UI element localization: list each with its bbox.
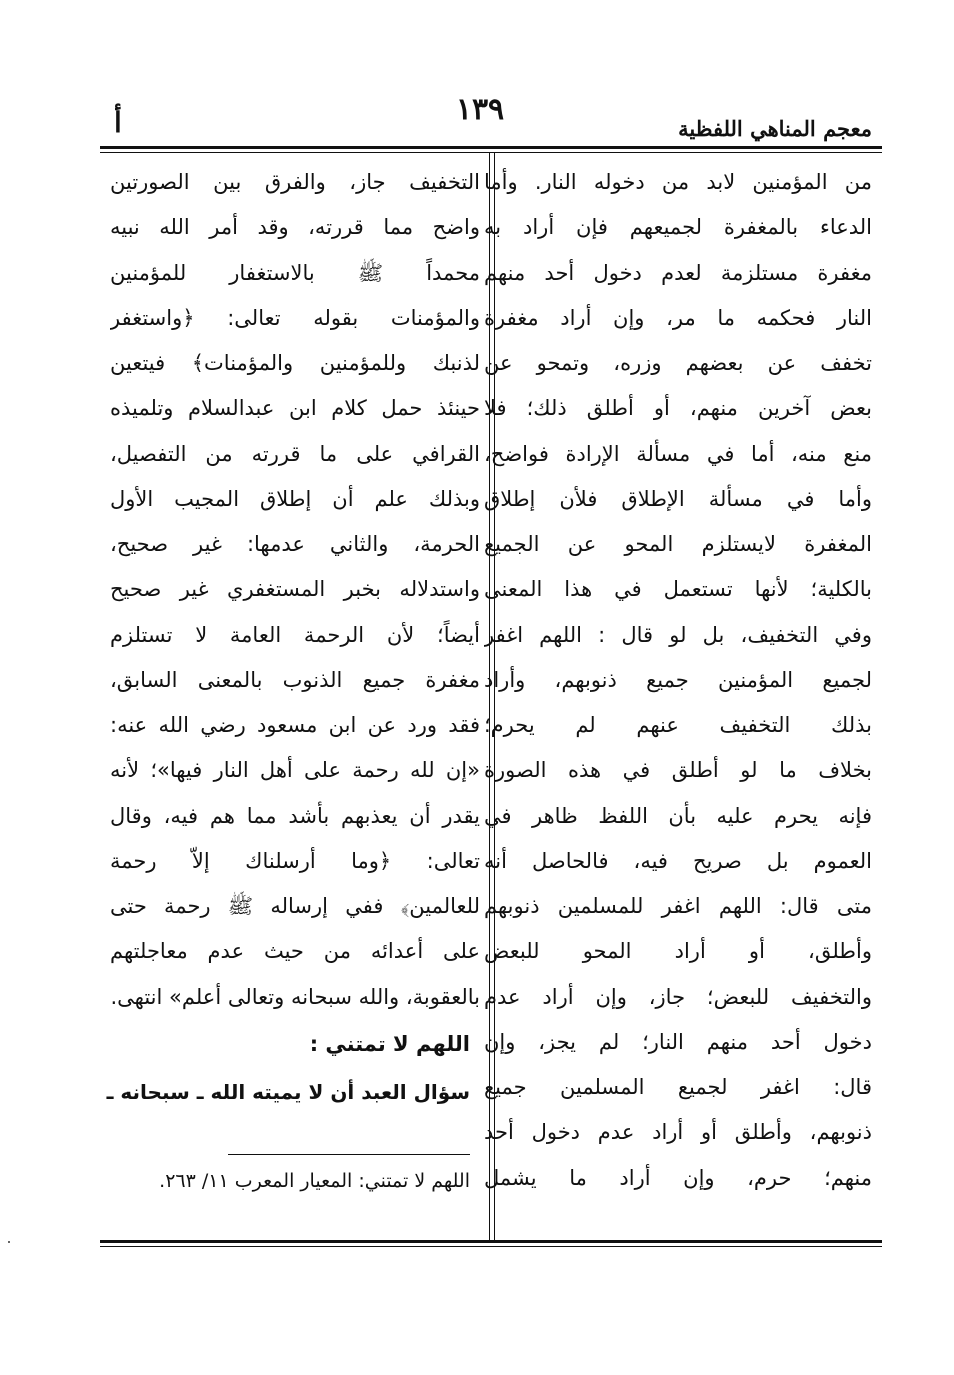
text-line: منع منه، أما في مسألة الإرادة فواضح، bbox=[484, 441, 872, 466]
footer-rule-thin bbox=[100, 1246, 882, 1247]
text-line: وبذلك علم أن إطلاق المجيب الأول bbox=[110, 486, 480, 511]
scan-speck bbox=[8, 1241, 10, 1243]
text-line: حينئذ حمل كلام ابن عبدالسلام وتلميذه bbox=[110, 396, 480, 421]
footnote: اللهم لا تمتني: المعيار المعرب ١١/ ٢٦٣. bbox=[159, 1170, 470, 1192]
text-line: بالعقوبة، والله سبحانه وتعالى أعلم» انتهى. bbox=[110, 984, 480, 1009]
running-title: معجم المناهي اللفظية bbox=[678, 116, 872, 141]
text-line: قال: اغفر لجميع المسلمين جميع bbox=[484, 1075, 872, 1099]
text-line: وأما في مسألة الإطلاق فلأن إطلاق bbox=[484, 486, 872, 511]
text-line: واضح مما قررته، وقد أمر الله نبيه bbox=[110, 215, 480, 240]
text-line: مغفرة مستلزمة لعدم دخول أحد منهم bbox=[484, 260, 872, 285]
footer-rule-thick bbox=[100, 1240, 882, 1243]
text-line: فإنه يحرم عليه بأن اللفظ ظاهر في bbox=[484, 803, 872, 828]
header-rule-thick bbox=[100, 146, 882, 149]
text-line: النار فحكمه ما مر، وإن أراد مغفرة bbox=[484, 305, 872, 330]
header-rule-thin bbox=[100, 152, 882, 153]
page-number: ١٣٩ bbox=[455, 92, 505, 127]
text-line: الدعاء بالمغفرة لجميعهم فإن أراد به bbox=[484, 215, 872, 240]
right-text-column bbox=[484, 160, 872, 1201]
text-line: لجميع المؤمنين جميع ذنوبهم، وأراد bbox=[484, 667, 872, 692]
text-line: ذنوبهم، وأطلق أو أراد عدم دخول أحد bbox=[484, 1120, 872, 1145]
text-line: بذلك التخفيف عنهم لم يحرم؛ bbox=[484, 713, 872, 737]
text-line: بالكلية؛ لأنها تستعمل في هذا المعنى bbox=[484, 577, 872, 602]
text-line: وفي التخفيف، بل لو قال : اللهم اغفر bbox=[484, 622, 872, 647]
section-letter: أ bbox=[114, 106, 122, 139]
text-line: يقدر أن يعذبهم بأشد مما هم فيه، وقال bbox=[110, 803, 480, 828]
text-line: التخفيف جاز، والفرق بين الصورتين bbox=[110, 170, 480, 194]
text-line: بخلاف ما لو أطلق في هذه الصورة bbox=[484, 758, 872, 783]
text-line: على أعدائه من حيث عدم معاجلتهم bbox=[110, 939, 480, 964]
text-line: من المؤمنين لابد من دخوله النار. وأما bbox=[484, 170, 872, 194]
text-line: تخفف عن بعضهم وزره، وتمحو عن bbox=[484, 351, 872, 375]
text-line: «إن لله رحمة على أهل النار فيها»؛ لأنه bbox=[110, 758, 480, 783]
text-line: وأطلق، أو أراد المحو للبعض bbox=[484, 939, 872, 964]
text-line: القرافي على ما قررته من التفصيل، bbox=[110, 441, 480, 466]
text-line: والمؤمنات بقوله تعالى: ﴿واستغفر bbox=[110, 305, 480, 330]
text-line: بعض آخرين منهم، أو أطلق ذلك؛ فلا bbox=[484, 396, 872, 421]
text-line: والتخفيف للبعض؛ جاز، وإن أراد عدم bbox=[484, 984, 872, 1009]
text-line: دخول أحد منهم النار؛ لم يجز، وإن bbox=[484, 1029, 872, 1054]
text-line: واستدلاله بخبر المستغفري غير صحيح bbox=[110, 577, 480, 602]
subentry-definition: سؤال العبد أن لا يميته الله ـ سبحانه ـ bbox=[106, 1080, 470, 1104]
text-line: متى قال: اللهم اغفر للمسلمين ذنوبهم bbox=[484, 894, 872, 918]
text-line: الحرمة، والثاني عدمها: غير صحيح، bbox=[110, 532, 480, 556]
left-text-column bbox=[110, 160, 480, 1020]
text-line: المغفرة لايستلزم المحو عن الجميع bbox=[484, 532, 872, 556]
subentry-heading: اللهم لا تمتني : bbox=[309, 1032, 470, 1056]
text-line: مغفرة جميع الذنوب بالمعنى السابق، bbox=[110, 667, 480, 692]
text-line: للعالمين﴾ ففي إرساله ﷺ رحمة حتى bbox=[110, 894, 480, 918]
text-line: العموم بل صريح فيه، فالحاصل أنه bbox=[484, 848, 872, 873]
text-line: تعالى: ﴿وما أرسلناك إلاّ رحمة bbox=[110, 848, 480, 873]
text-line: أيضاً؛ لأن الرحمة العامة لا تستلزم bbox=[110, 622, 480, 647]
text-line: منهم؛ حرم، وإن أراد ما يشمل bbox=[484, 1165, 872, 1190]
text-line: فقد ورد عن ابن مسعود رضي الله عنه: bbox=[110, 713, 480, 737]
footnote-separator bbox=[228, 1154, 470, 1155]
text-line: لذنبك وللمؤمنين والمؤمنات﴾ فيتعين bbox=[110, 351, 480, 375]
text-line: محمداً ﷺ بالاستغفار للمؤمنين bbox=[110, 260, 480, 285]
